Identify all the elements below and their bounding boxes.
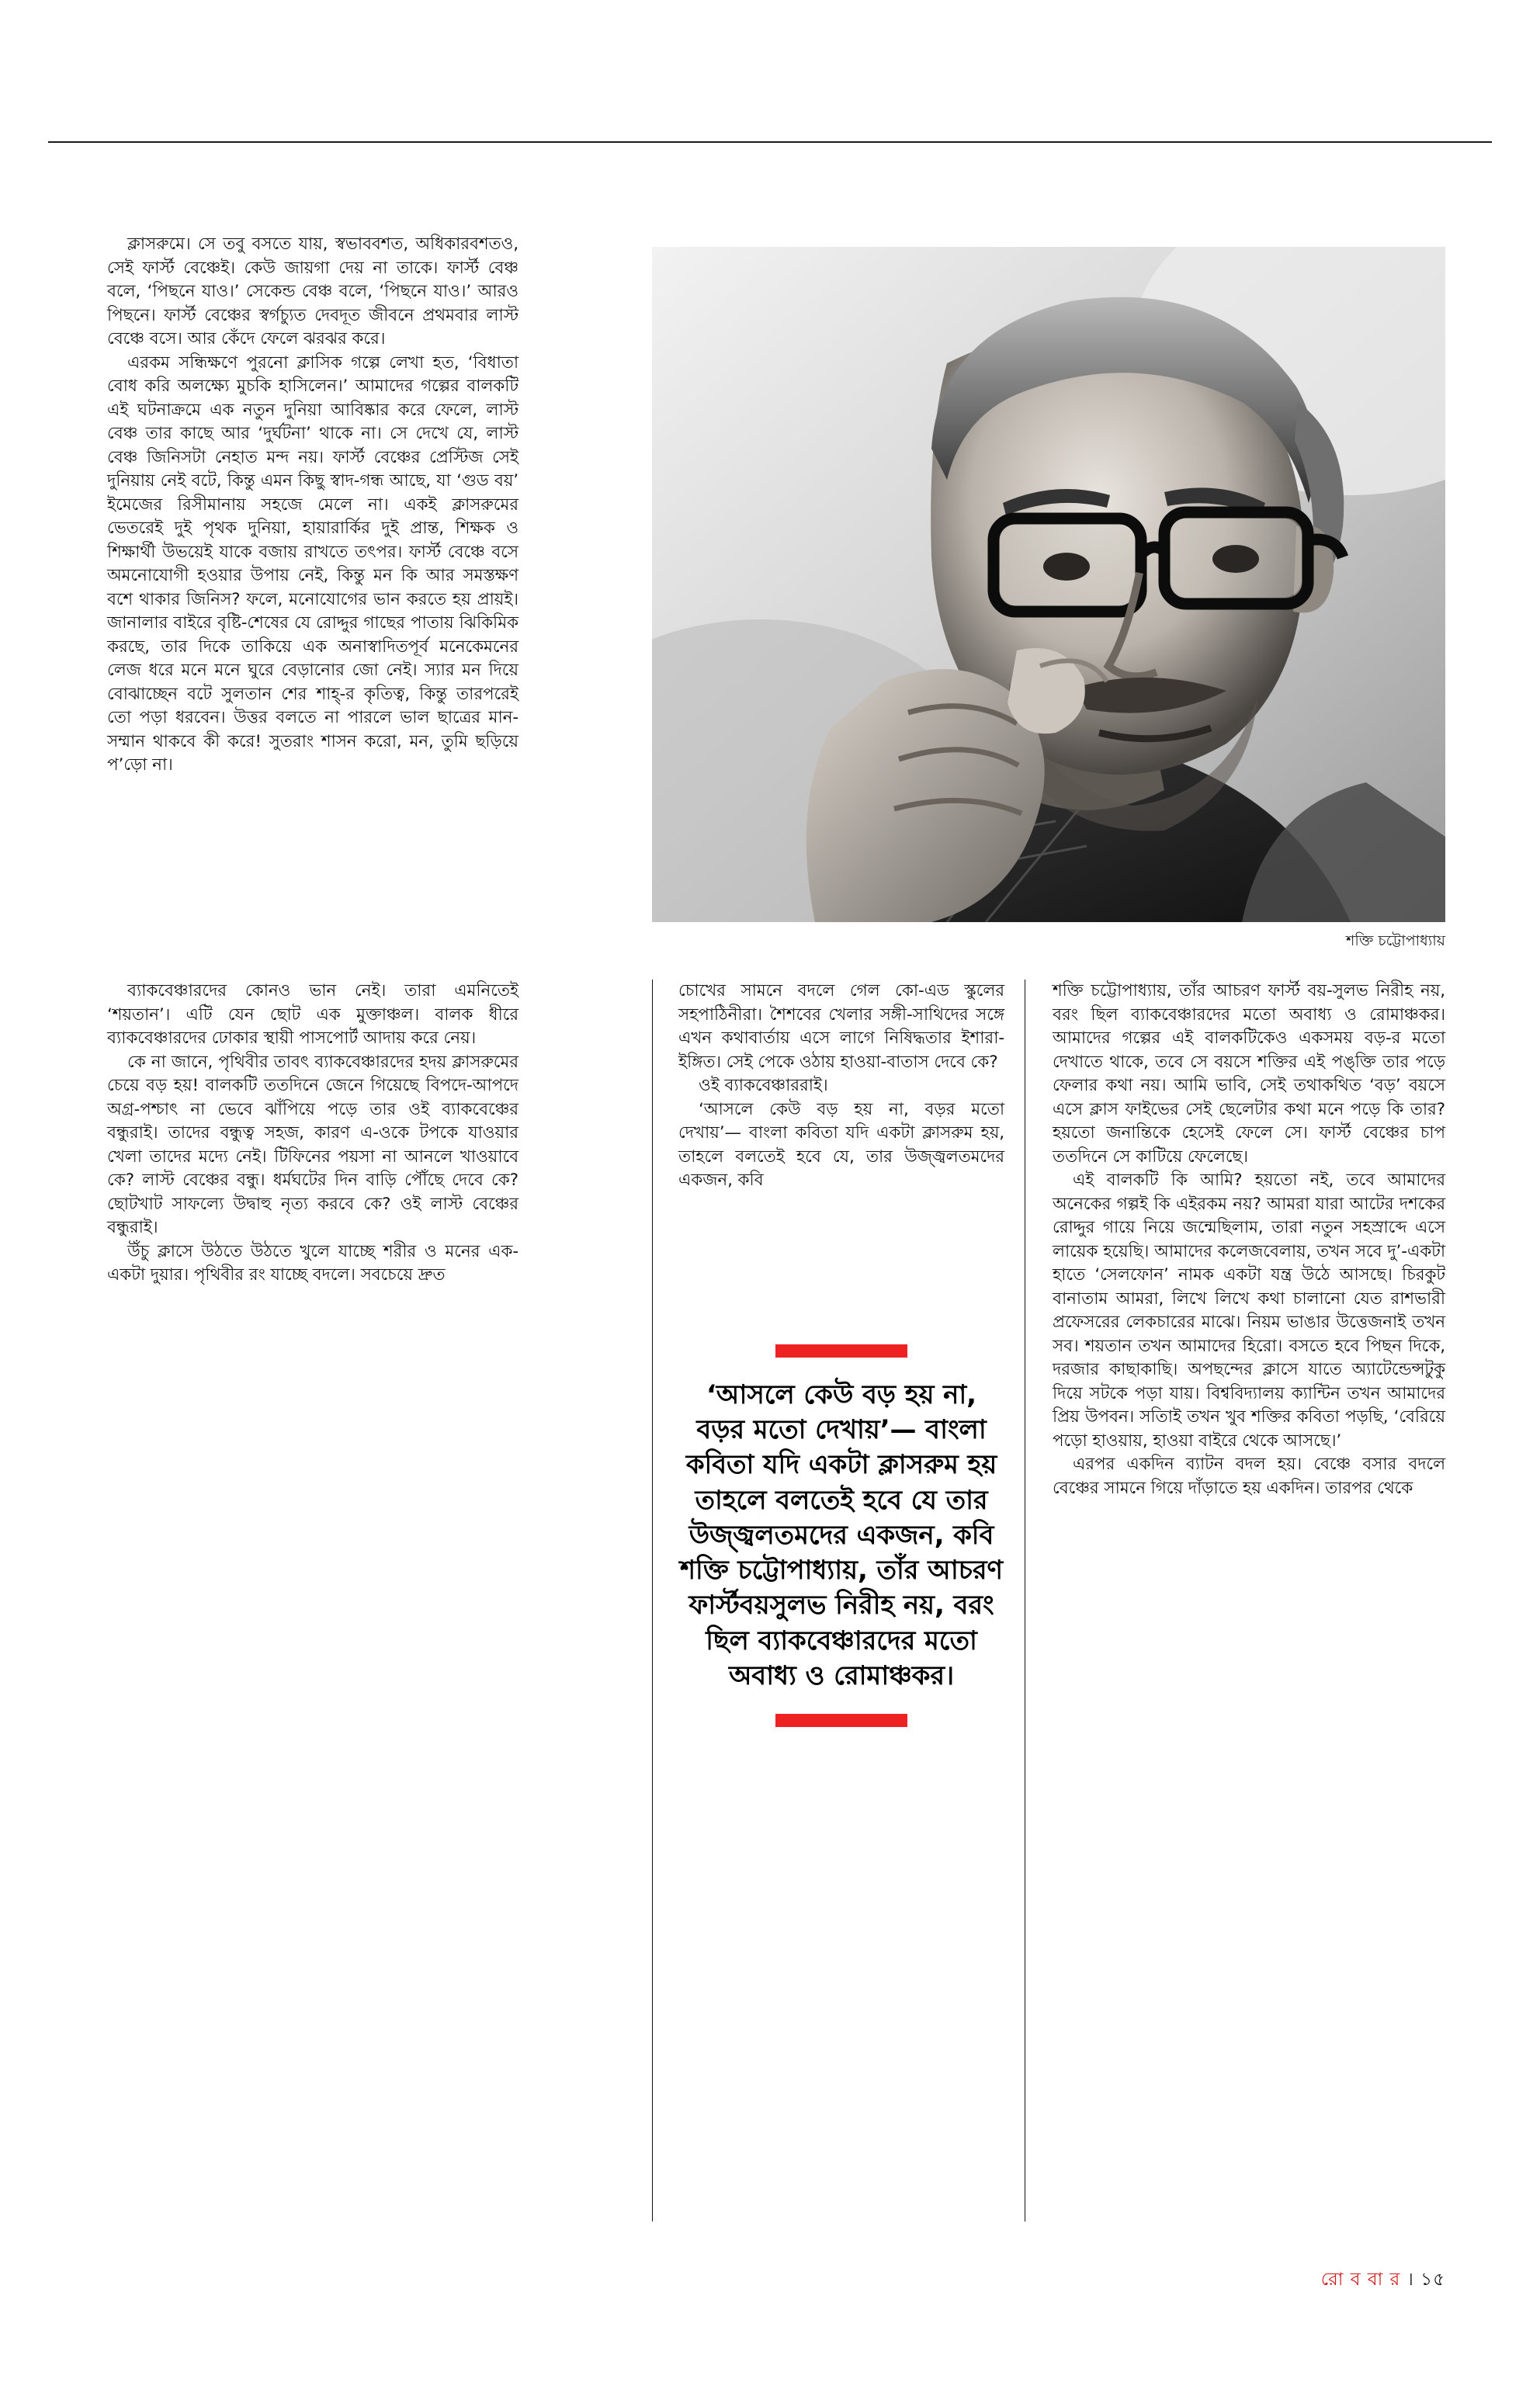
photo-figure [652, 247, 1445, 955]
folio-separator: । [1406, 2270, 1414, 2290]
column-left-lower [107, 980, 519, 1288]
lower-section [107, 980, 1445, 2221]
paragraph: এরকম সন্ধিক্ষণে পুরনো ক্লাসিক গল্পে লেখা হত, ‘বিধাতা বোধ করি অলক্ষ্যে মুচকি হাসিলেন।’ আমাদের গল্পের বালকটি এই ঘটনাক্রমে এক নতুন দুনিয়া আবিষ্কার করে ফেলে, লাস্ট বেঞ্চ তার কাছে আর ‘দুর্ঘটনা’ থাকে না। সে দেখে যে, লাস্ট বেঞ্চ জিনিসটা নেহাত মন্দ নয়। ফার্স্ট বেঞ্চের প্রেস্টিজ সেই দুনিয়ায় নেই বটে, কিন্তু এমন কিছু স্বাদ-গন্ধ আছে, যা ‘গুড বয়’ ইমেজের রিসীমানায় সহজে মেলে না। একই ক্লাসরুমের ভেতরেই দুই পৃথক দুনিয়া, হায়ারার্কির দুই প্রান্ত, শিক্ষক ও শিক্ষার্থী উভয়েই যাকে বজায় রাখতে তৎপর। ফার্স্ট বেঞ্চে বসে অমনোযোগী হওয়ার উপায় নেই, কিন্তু মন কি আর সমস্তক্ষণ বশে থাকার জিনিস? ফলে, মনোযোগের ভান করতে হয় প্রায়ই। জানালার বাইরে বৃষ্টি-শেষের যে রোদ্দুর গাছের পাতায় ঝিকিমিক করছে, তার দিকে তাকিয়ে এক অনাস্বাদিতপূর্ব মনেকেমনের লেজ ধরে মনে মনে ঘুরে বেড়ানোর জো নেই। স্যার মন দিয়ে বোঝাচ্ছেন বটে সুলতান শের শাহ্‌-র কৃতিত্ব, কিন্তু তারপরেই তো পড়া ধরবেন। উত্তর বলতে না পারলে ভাল ছাত্রের মান-সম্মান থাকবে কী করে! সুতরাং শাসন করো, মন, তুমি ছড়িয়ে প’ড়ো না। [107, 352, 519, 775]
paragraph: উঁচু ক্লাসে উঠতে উঠতে খুলে যাচ্ছে শরীর ও মনের এক-একটা দুয়ার। পৃথিবীর রং যাচ্ছে বদলে। সবচেয়ে দ্রুত [107, 1241, 519, 1285]
portrait-photo [652, 247, 1445, 922]
paragraph: ওই ব্যাকবেঞ্চাররাই। [699, 1076, 828, 1096]
column-right [1053, 980, 1445, 1500]
column-divider-1 [652, 980, 653, 2221]
folio-number: ১৫ [1420, 2270, 1445, 2290]
paragraph: ব্যাকবেঞ্চারদের কোনও ভান নেই। তারা এমনিতেই ‘শয়তান’। এটি যেন ছোট এক মুক্তাঞ্চল। বালক ধীরে ব্যাকবেঞ্চারদের ঢোকার স্থায়ী পাসপোর্ট আদায় করে নেয়। [107, 981, 519, 1049]
upper-section [107, 233, 1445, 970]
pull-quote-rule-bottom [775, 1714, 907, 1727]
paragraph: এরপর একদিন ব্যাটন বদল হয়। বেঞ্চে বসার বদলে বেঞ্চের সামনে গিয়ে দাঁড়াতে হয় একদিন। তারপর থেকে [1053, 1455, 1445, 1498]
top-horizontal-rule [48, 141, 1492, 143]
column-left-upper [107, 233, 519, 778]
paragraph: শক্তি চট্টোপাধ্যায়, তাঁর আচরণ ফার্স্ট বয়-সুলভ নিরীহ নয়, বরং ছিল ব্যাকবেঞ্চারদের মতো অবাধ্য ও রোমাঞ্চকর। আমাদের গল্পের এই বালকটিকেও একসময় বড়-র মতো দেখাতে থাকে, তবে সে বয়সে শক্তির এই পঙ্‌ক্তি তার পড়ে ফেলার কথা নয়। আমি ভাবি, সেই তথাকথিত ‘বড়’ বয়সে এসে ক্লাস ফাইভের সেই ছেলেটার কথা মনে পড়ে কি তার? হয়তো জনান্তিকে হেসেই ফেলে সে। ফার্স্ট বেঞ্চের চাপ ততদিনে সে কাটিয়ে ফেলেছে। [1053, 981, 1445, 1167]
paragraph: ক্লাসরুমে। সে তবু বসতে যায়, স্বভাববশত, অধিকারবশতও, সেই ফার্স্ট বেঞ্চেই। কেউ জায়গা দেয় না তাকে। ফার্স্ট বেঞ্চ বলে, ‘পিছনে যাও।’ সেকেন্ড বেঞ্চ বলে, ‘পিছনে যাও।’ আরও পিছনে। ফার্স্ট বেঞ্চের স্বর্গচ্যুত দেবদূত জীবনে প্রথমবার লাস্ট বেঞ্চে বসে। আর কেঁদে ফেলে ঝরঝর করে। [107, 234, 519, 349]
column-middle [678, 980, 1004, 1193]
paragraph: কে না জানে, পৃথিবীর তাবৎ ব্যাকবেঞ্চারদের হদয় ক্লাসরুমের চেয়ে বড় হয়! বালকটি ততদিনে জেনে গিয়েছে বিপদে-আপদে অগ্র-পশ্চাৎ না ভেবে ঝাঁপিয়ে পড়ে তার ওই ব্যাকবেঞ্চের বন্ধুরাই। তাদের বন্ধুত্ব সহজ, কারণ এ-ওকে টপকে যাওয়ার খেলা তাদের মদ্যে নেই। টিফিনের পয়সা না আনলে খাওয়াবে কে? লাস্ট বেঞ্চের বন্ধু। ধর্মঘটের দিন বাড়ি পৌঁছে দেবে কে? ছোটখাট সাফল্যে উদ্বাহু নৃত্য করবে কে? ওই লাস্ট বেঞ্চের বন্ধুরাই। [107, 1052, 519, 1238]
pull-quote [678, 1344, 1004, 1727]
paragraph: ‘আসলে কেউ বড় হয় না, বড়র মতো দেখায়’— বাংলা কবিতা যদি একটা ক্লাসরুম হয়, তাহলে বলতেই হবে যে, তার উজ্জ্বলতমদের একজন, কবি [678, 1099, 1004, 1191]
folio-label: রো ব বা র [1320, 2270, 1401, 2290]
page-folio [1321, 2265, 1445, 2295]
pull-quote-text: ‘আসলে কেউ বড় হয় না, বড়র মতো দেখায়’— বাংলা কবিতা যদি একটা ক্লাসরুম হয় তাহলে বলতেই হবে যে তার উজ্জ্বলতমদের একজন, কবি শক্তি চট্টোপাধ্যায়, তাঁর আচরণ ফার্স্টবয়সুলভ নিরীহ নয়, বরং ছিল ব্যাকবেঞ্চারদের মতো অবাধ্য ও রোমাঞ্চকর। [680, 1379, 1003, 1691]
paragraph: এই বালকটি কি আমি? হয়তো নই, তবে আমাদের অনেকের গল্পই কি এইরকম নয়? আমরা যারা আটের দশকের রোদ্দুর গায়ে নিয়ে জন্মেছিলাম, তারা নতুন সহস্রাব্দে এসে লায়েক হয়েছি। আমাদের কলেজবেলায়, তখন সবে দু’-একটা হাতে ‘সেলফোন’ নামক একটা যন্ত্র উঠে আসছে। চিরকুট বানাতাম আমরা, লিখে লিখে কথা চালানো যেত রাশভারী প্রফেসরের লেকচারের মাঝে। নিয়ম ভাঙার উত্তেজনাই তখন সব। শয়তান তখন আমাদের হিরো। বসতে হবে পিছন দিকে, দরজার কাছাকাছি। অপছন্দের ক্লাসে যাতে অ্যাটেন্ডেন্সটুকু দিয়ে সটকে পড়া যায়। বিশ্ববিদ্যালয় ক্যান্টিন তখন আমাদের প্রিয় উপবন। সতিাই তখন খুব শক্তির কবিতা পড়ছি, ‘বেরিয়ে পড়ো হাওয়ায়, হাওয়া বাইরে থেকে আসছে।’ [1053, 1170, 1445, 1451]
pull-quote-rule-top [775, 1344, 907, 1358]
photo-caption: শক্তি চট্টোপাধ্যায় [1346, 932, 1445, 949]
paragraph: চোখের সামনে বদলে গেল কো-এড স্কুলের সহপাঠিনীরা। শৈশবের খেলার সঙ্গী-সাথিদের সঙ্গে এখন কথাবার্তায় এসে লাগে নিষিদ্ধতার ইশারা-ইঙ্গিত। সেই পেকে ওঠায় হাওয়া-বাতাস দেবে কে? [678, 981, 1004, 1072]
